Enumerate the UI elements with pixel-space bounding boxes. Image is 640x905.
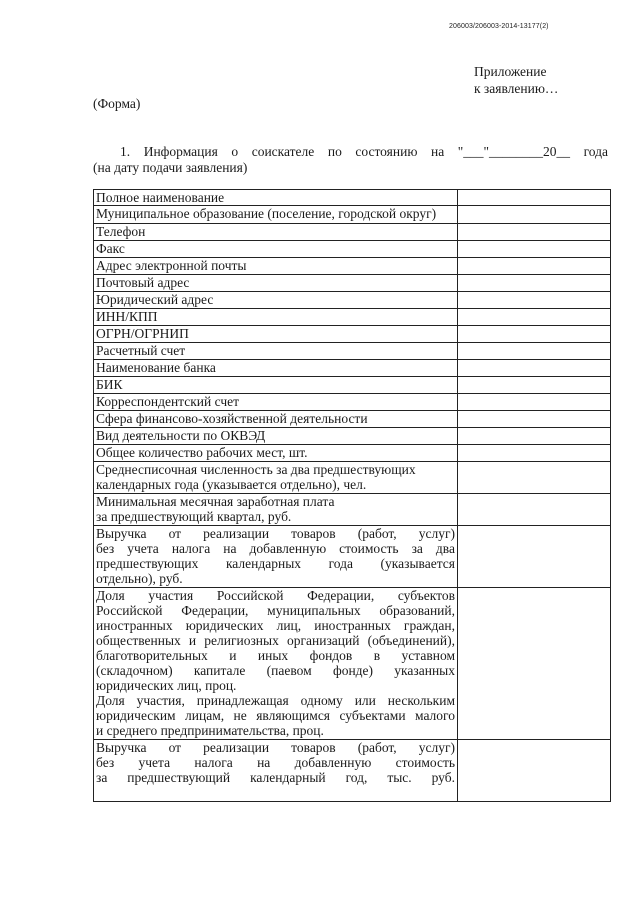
row-label: ОГРН/ОГРНИП bbox=[94, 326, 458, 343]
document-id: 206003/206003-2014-13177(2) bbox=[449, 23, 549, 30]
row-label-line: Минимальная месячная заработная плата bbox=[96, 494, 335, 509]
row-label: Сфера финансово-хозяйственной деятельности bbox=[94, 411, 458, 428]
row-label-line: юридических лиц, проц. bbox=[96, 678, 237, 693]
row-label-line: благотворительных и иных фондов в уставном bbox=[96, 648, 455, 663]
row-label: Вид деятельности по ОКВЭД bbox=[94, 428, 458, 445]
table-row bbox=[94, 343, 611, 360]
table-row bbox=[94, 411, 611, 428]
row-label: Факс bbox=[94, 241, 458, 258]
table-row bbox=[94, 740, 611, 802]
row-label: Почтовый адрес bbox=[94, 275, 458, 292]
appendix-line-2: к заявлению… bbox=[474, 81, 559, 96]
row-label bbox=[94, 588, 458, 740]
row-value-field[interactable] bbox=[458, 190, 611, 206]
table-row bbox=[94, 462, 611, 494]
row-value-field[interactable] bbox=[458, 360, 611, 377]
row-label: Юридический адрес bbox=[94, 292, 458, 309]
row-label-line: Доля участия, принадлежащая одному или нескольким bbox=[96, 693, 455, 708]
appendix-note bbox=[474, 63, 558, 97]
table-row bbox=[94, 206, 611, 224]
row-label-line: Выручка от реализации товаров (работ, услуг) bbox=[96, 740, 455, 755]
row-label: Муниципальное образование (поселение, городской округ) bbox=[94, 206, 458, 224]
table-row bbox=[94, 494, 611, 526]
table-row bbox=[94, 588, 611, 740]
applicant-info-table bbox=[93, 189, 611, 802]
row-value-field[interactable] bbox=[458, 275, 611, 292]
row-label-line: Выручка от реализации товаров (работ, услуг) bbox=[96, 526, 455, 541]
row-label: БИК bbox=[94, 377, 458, 394]
row-value-field[interactable] bbox=[458, 377, 611, 394]
table-row bbox=[94, 258, 611, 275]
row-value-field[interactable] bbox=[458, 411, 611, 428]
table-row bbox=[94, 275, 611, 292]
row-label-line: за предшествующий квартал, руб. bbox=[96, 509, 292, 524]
row-value-field[interactable] bbox=[458, 258, 611, 275]
row-value-field[interactable] bbox=[458, 526, 611, 588]
row-value-field[interactable] bbox=[458, 394, 611, 411]
row-label: Наименование банка bbox=[94, 360, 458, 377]
row-value-field[interactable] bbox=[458, 292, 611, 309]
row-value-field[interactable] bbox=[458, 206, 611, 224]
row-value-field[interactable] bbox=[458, 343, 611, 360]
row-label: Полное наименование bbox=[94, 190, 458, 206]
table-row bbox=[94, 394, 611, 411]
row-label-line: иностранных юридических лиц, иностранных граждан, bbox=[96, 618, 455, 633]
row-label-line: Российской Федерации, муниципальных образований, bbox=[96, 603, 455, 618]
section-number: 1. bbox=[120, 144, 131, 159]
row-label-line: и среднего предпринимательства, проц. bbox=[96, 723, 324, 738]
row-label: Адрес электронной почты bbox=[94, 258, 458, 275]
row-label-line: без учета налога на добавленную стоимость за два bbox=[96, 541, 455, 556]
table-row bbox=[94, 309, 611, 326]
row-label bbox=[94, 526, 458, 588]
row-label: Общее количество рабочих мест, шт. bbox=[94, 445, 458, 462]
section-heading-line bbox=[93, 144, 608, 160]
row-value-field[interactable] bbox=[458, 462, 611, 494]
row-value-field[interactable] bbox=[458, 494, 611, 526]
row-value-field[interactable] bbox=[458, 224, 611, 241]
row-label bbox=[94, 494, 458, 526]
row-value-field[interactable] bbox=[458, 588, 611, 740]
row-label-line: за предшествующий календарный год, тыс. руб. bbox=[96, 770, 455, 785]
row-label-line: юридическим лицам, не являющимся субъектами малого bbox=[96, 708, 455, 723]
row-value-field[interactable] bbox=[458, 428, 611, 445]
row-label bbox=[94, 462, 458, 494]
table-row bbox=[94, 292, 611, 309]
section-subtitle: (на дату подачи заявления) bbox=[93, 160, 248, 175]
row-label-line: (складочном) капитале (паевом фонде) указанных bbox=[96, 663, 455, 678]
table-row bbox=[94, 190, 611, 206]
section-heading bbox=[93, 144, 608, 176]
table-row bbox=[94, 224, 611, 241]
row-label-line: Доля участия Российской Федерации, субъектов bbox=[96, 588, 455, 603]
row-value-field[interactable] bbox=[458, 740, 611, 802]
row-value-field[interactable] bbox=[458, 445, 611, 462]
row-label: Телефон bbox=[94, 224, 458, 241]
table-row bbox=[94, 526, 611, 588]
table-row bbox=[94, 241, 611, 258]
row-value-field[interactable] bbox=[458, 309, 611, 326]
row-value-field[interactable] bbox=[458, 241, 611, 258]
row-label-line: отдельно), руб. bbox=[96, 571, 183, 586]
row-label-line: календарных года (указывается отдельно), чел. bbox=[96, 477, 367, 492]
row-label-line: предшествующих календарных года (указывается bbox=[96, 556, 455, 571]
row-label: Расчетный счет bbox=[94, 343, 458, 360]
row-label: ИНН/КПП bbox=[94, 309, 458, 326]
section-title: Информация о соискателе по состоянию на "___"________20__ года bbox=[143, 144, 609, 159]
row-label bbox=[94, 740, 458, 802]
appendix-line-1: Приложение bbox=[474, 64, 547, 79]
table-row bbox=[94, 377, 611, 394]
form-label: (Форма) bbox=[93, 96, 141, 111]
row-label: Корреспондентский счет bbox=[94, 394, 458, 411]
row-label-line: Среднесписочная численность за два предшествующих bbox=[96, 462, 416, 477]
table-row bbox=[94, 360, 611, 377]
row-value-field[interactable] bbox=[458, 326, 611, 343]
table-row bbox=[94, 428, 611, 445]
row-label-line: общественных и религиозных организаций (объединений), bbox=[96, 633, 455, 648]
table-row bbox=[94, 445, 611, 462]
table-row bbox=[94, 326, 611, 343]
row-label-line: без учета налога на добавленную стоимость bbox=[96, 755, 455, 770]
